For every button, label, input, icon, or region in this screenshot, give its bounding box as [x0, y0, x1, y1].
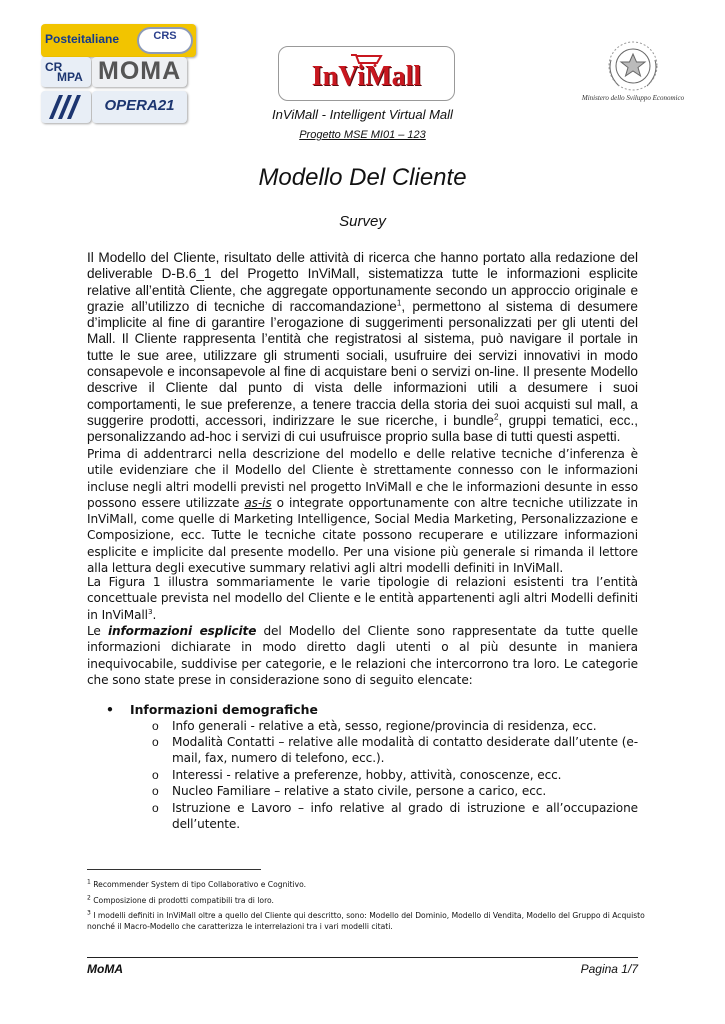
circle-bullet-icon: o — [152, 784, 159, 798]
circle-bullet-icon: o — [152, 735, 159, 749]
crs-logo — [137, 27, 193, 54]
footnote-ref-1[interactable]: 1 — [396, 298, 402, 308]
footer-brand: MoMA — [87, 962, 123, 976]
paragraph-figure-ref: La Figura 1 illustra sommariamente le varie tipologie di relazioni esistenti tra l’entità concettuale prevista nel modello del Cliente e le entità appartenenti agli altri Modelli definiti in InViMall$^3$. — [87, 575, 638, 622]
footnote-2: $^2$ Composizione di prodotti compatibili tra di loro. — [87, 894, 274, 905]
project-code: Progetto MSE MI01 – 123 — [299, 129, 426, 141]
moma-logo-text: MOMA — [98, 57, 182, 85]
circle-bullet-icon: o — [152, 801, 159, 815]
poste-logo-text: Posteitaliane — [45, 32, 120, 46]
footer-divider — [87, 957, 638, 958]
bullet-icon: • — [106, 702, 114, 717]
crs-logo-text: CRS — [153, 30, 177, 42]
emblem-icon — [578, 38, 688, 94]
invimall-logo-text: InViMall — [311, 61, 422, 92]
footnote-ref-2[interactable]: 2 — [493, 412, 499, 422]
moma-logo — [92, 57, 187, 87]
poste-italiane-logo — [41, 24, 196, 57]
footnote-1: $^1$ Recommender System di tipo Collaborativo e Cognitivo. — [87, 878, 307, 889]
opera21-logo-text: OPERA21 — [104, 97, 175, 114]
circle-bullet-icon: o — [152, 768, 159, 782]
paragraph-context: Prima di addentrarci nella descrizione del modello e delle relative tecniche d’inferenza è utile evidenziare che il Modello del Cliente è strettamente connesso con le informazioni incluse negli altri modelli previsti nel progetto InViMall e che le informazioni desunte in esso possono essere utilizzate as-is o integrate opportunamente con altre tecniche utilizzate in InViMall, come quelle di Marketing Intelligence, Social Media Marketing, Personalizzazione e Composizione, ecc. Tutte le tecniche citate possono recuperare e utilizzare informazioni esplicite e implicite dal presente modello. Per una visione più generale si rimanda il lettore alla lettura degli executive summary relativi agli altri modelli definiti in InViMall. — [87, 447, 638, 576]
list-heading: • Informazioni demografiche — [106, 702, 318, 717]
footnote-ref-3[interactable]: 3 — [147, 606, 153, 616]
circle-bullet-icon: o — [152, 719, 159, 733]
explicit-info-emphasis: informazioni esplicite — [107, 624, 257, 638]
document-subtitle: InViMall - Intelligent Virtual Mall — [272, 107, 453, 122]
as-is-emphasis: as-is — [244, 495, 272, 510]
footnote-divider — [87, 869, 261, 870]
crmpa-logo-mpa: MPA — [57, 70, 83, 84]
crmpa-logo-cr: CR — [45, 60, 63, 74]
paragraph-intro: Il Modello del Cliente, risultato delle attività di ricerca che hanno portato alla redazione del deliverable D-B.6_1 del Progetto InViMall, sistematizza tutte le informazioni esplicite relative all’entità Cliente, che aggregate opportunamente secondo un approccio originale e grazie all’utilizzo di tecniche di raccomandazione$^1$, permettono al sistema di desumere d’implicite al fine di garantire l’erogazione di suggerimenti personalizzati per gli utenti del Mall. Il Cliente rappresenta l’entità che registratosi al sistema, può navigare il portale in tutte le sue aree, utilizzare gli strumenti sociali, usufruire dei servizi innovativi in modo consapevole e inconsapevole al fine di acquistare beni o servizi on-line. Il presente Modello descrive il Cliente dal punto di vista delle informazioni utili a desumere i suoi comportamenti, le sue preferenze, a tenere traccia della storia dei suoi acquisti sul mall, a suggerire prodotti, accessori, indirizzare le sue ricerche, i bundle$^2$, gruppi tematici, ecc., personalizzando ad-hoc i servizi di cui usufruisce proprio sulla base di tutti questi aspetti. — [87, 250, 639, 445]
page-number: Pagina 1/7 — [580, 962, 638, 976]
footnote-3: $^3$ I modelli definiti in InViMall oltre a quello del Cliente qui descritto, sono: Modello del Dominio, Modello di Vendita, Modello del Gruppo di Acquisto nonché il Macro-Modello che caratterizza le interrelazioni tra i vari modelli citati. — [87, 909, 645, 931]
ministero-caption: Ministero dello Sviluppo Economico — [581, 94, 685, 102]
page-title: Modello Del Cliente — [258, 164, 467, 191]
crmpa-logo — [41, 57, 91, 87]
section-heading: Survey — [339, 213, 386, 230]
paragraph-explicit-info: Le informazioni esplicite del Modello del Cliente sono rappresentate da tutte quelle informazioni dichiarate in modo diretto dagli utenti o al più desunte in maniera inequivocabile, suddivise per categorie, e le relazioni che intercorrono tra loro. Le categorie che sono state prese in considerazione sono di seguito elencate: — [87, 624, 638, 687]
ministero-logo — [578, 38, 688, 108]
invimall-logo — [278, 46, 455, 101]
